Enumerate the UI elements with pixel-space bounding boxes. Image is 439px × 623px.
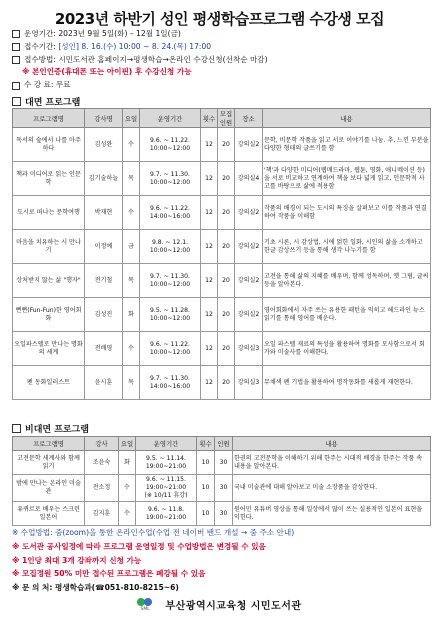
notes-block xyxy=(12,526,432,595)
table-cell: 밤에 만나는 온라인 미술관 xyxy=(13,475,85,502)
table-row xyxy=(13,162,431,196)
fee-value: 무료 xyxy=(55,80,71,90)
table-cell: 9.7. ~ 11.30. 14:00~16:00 xyxy=(140,366,201,400)
table-cell: 수 xyxy=(123,332,140,366)
table-cell: 강의실3 xyxy=(235,366,263,400)
table-cell: 12 xyxy=(201,366,218,400)
table-cell: 9.6. ~ 11.15. 19:00~21:00 (※ 10/11 휴강) xyxy=(136,475,197,502)
table-cell: 수 xyxy=(123,196,140,230)
column-header: 횟수 xyxy=(201,109,218,128)
table-cell: 목 xyxy=(123,162,140,196)
table-cell: 20 xyxy=(218,128,235,162)
checkbox-icon xyxy=(12,424,21,433)
table-cell: 9.6. ~ 11.22. 14:00~16:00 xyxy=(140,196,201,230)
table-cell: 금 xyxy=(123,230,140,264)
footer xyxy=(0,597,439,612)
table-cell: 10 xyxy=(197,502,215,526)
checkbox-icon xyxy=(12,82,20,90)
table-cell: 한권의 고전문학을 이해하기 위해 한주는 시대적 배경을 한주는 작품 속 내용을 알아본다. xyxy=(233,451,431,475)
table-cell: 12 xyxy=(201,162,218,196)
table-row xyxy=(13,298,431,332)
section-in-person xyxy=(12,95,80,108)
table-header-row xyxy=(13,109,431,128)
table-cell: 독서의 숲에서 나를 마주하다 xyxy=(13,128,85,162)
table-cell: 강의실2 xyxy=(235,230,263,264)
table-cell: 목 xyxy=(123,264,140,298)
table-cell: 20 xyxy=(218,230,235,264)
table-cell: 김성진 xyxy=(85,298,123,332)
checkbox-icon xyxy=(12,97,21,106)
table-cell: 고전문학 세계사와 함께 읽기 xyxy=(13,451,85,475)
column-header: 프로그램명 xyxy=(13,109,85,128)
table-cell: 12 xyxy=(201,264,218,298)
table-cell: 전소정 xyxy=(85,475,119,502)
table-row xyxy=(13,502,431,526)
info-method xyxy=(12,54,432,67)
table-cell: 윤시훈 xyxy=(85,366,123,400)
table-cell: 30 xyxy=(215,475,233,502)
table-cell: 목 xyxy=(123,366,140,400)
apply-value: [성인] 8. 16.(수) 10:00 ~ 8. 24.(목) 17:00 xyxy=(58,41,212,51)
column-header: 내용 xyxy=(263,109,431,128)
checkbox-icon xyxy=(12,30,20,38)
table-cell: 강의실4 xyxy=(235,162,263,196)
table-cell: 고전을 통해 삶의 지혜를 배우며, 함께 성독하며, 옛 그림, 글씨 등을 알아본다. xyxy=(263,264,431,298)
table-cell: 원어민 유튜버 영상을 통해 일상에서 많이 쓰는 실용적인 일본어 표현을 익힌다. xyxy=(233,502,431,526)
table-cell: 박재현 xyxy=(85,196,123,230)
table-row xyxy=(13,332,431,366)
note-cancellation: ※ 모집정원 50% 미만 접수된 프로그램은 폐강될 수 있음 xyxy=(12,569,206,579)
table-row xyxy=(13,451,431,475)
table-cell: 10 xyxy=(197,475,215,502)
column-header: 장소 xyxy=(235,109,263,128)
table-cell: 도시로 떠나는 문학여행 xyxy=(13,196,85,230)
info-method-note xyxy=(12,66,432,79)
table-cell: 강의실3 xyxy=(235,332,263,366)
table-cell: 20 xyxy=(218,264,235,298)
table-cell: 20 xyxy=(218,298,235,332)
table-cell: 12 xyxy=(201,298,218,332)
table-row xyxy=(13,366,431,400)
table-cell: 수 xyxy=(123,128,140,162)
fee-label: 수 강 료: xyxy=(24,80,54,90)
table-cell: 강의실2 xyxy=(235,196,263,230)
table-cell: 20 xyxy=(218,162,235,196)
column-header: 강사명 xyxy=(85,109,123,128)
table-cell: 9.7. ~ 11.30. 10:00~12:00 xyxy=(140,264,201,298)
table-cell: 20 xyxy=(218,332,235,366)
note-class-method: ※ 수업방법: 줌(zoom)을 통한 온라인수업(수업 전 네이버 밴드 개설 → 줌 주소 안내) xyxy=(12,528,295,537)
note-max-courses: ※ 1인당 최대 3개 강좌까지 신청 가능 xyxy=(12,555,142,565)
checkbox-icon xyxy=(12,56,20,64)
table-cell: 20 xyxy=(218,196,235,230)
table-row xyxy=(13,230,431,264)
table-cell: 12 xyxy=(201,332,218,366)
table-cell: 9.6. ~ 11.22. 10:00~12:00 xyxy=(140,332,201,366)
method-label: 접수방법: xyxy=(24,54,56,64)
column-header: 운영기간 xyxy=(140,109,201,128)
table-cell: 김성완 xyxy=(85,128,123,162)
table-cell: 국내 미술관에 대해 알아보고 미술 소장품을 감상한다. xyxy=(233,475,431,502)
column-header: 인원 xyxy=(215,437,233,451)
table-cell: 마음을 치유하는 시 만나기 xyxy=(13,230,85,264)
table-cell: 20 xyxy=(218,366,235,400)
table-cell: 수 xyxy=(119,475,136,502)
table-cell: 이정예 xyxy=(85,230,123,264)
table-cell: 30 xyxy=(215,502,233,526)
table-cell: 전기철 xyxy=(85,264,123,298)
table-cell: '책'과 다양한 미디어(웹매드라마, 웹툰, 영화, 애니메이션 등)을 서로 비교하고 연계하여 책을 보다 넓게 읽고, 인문학적 사고를 바탕으로 삶에 적용함 xyxy=(263,162,431,196)
table-cell: 30 xyxy=(215,451,233,475)
table-cell: 12 xyxy=(201,196,218,230)
table-cell: 강의실2 xyxy=(235,298,263,332)
column-header: 내용 xyxy=(233,437,431,451)
info-fee xyxy=(12,79,432,92)
column-header: 모집인원 xyxy=(218,109,235,128)
table-row xyxy=(13,475,431,502)
column-header: 요일 xyxy=(119,437,136,451)
table-cell: 책과 미디어로 읽는 인문학 xyxy=(13,162,85,196)
column-header: 강사 xyxy=(85,437,119,451)
table-cell: 9.6. ~ 11.22. 10:00~12:00 xyxy=(140,128,201,162)
info-block xyxy=(12,28,432,92)
page-title: 2023년 하반기 성인 평생학습프로그램 수강생 모집 xyxy=(54,10,385,28)
table-cell: 강의실2 xyxy=(235,128,263,162)
section-title: 대면 프로그램 xyxy=(25,98,81,108)
method-value: 시민도서관 홈페이지→평생학습→온라인 수강신청(선착순 마감) xyxy=(58,54,268,64)
table-cell: 9.5. ~ 11.28. 10:00~12:00 xyxy=(140,298,201,332)
table-cell: 오일 파스텔 재료의 특성을 활용하여 명화를 모사함으로서 회가와 미술사를 이해한다. xyxy=(263,332,431,366)
table-cell: 전배영 xyxy=(85,332,123,366)
online-table xyxy=(12,436,431,526)
table-cell: 12 xyxy=(201,230,218,264)
table-row xyxy=(13,128,431,162)
info-apply xyxy=(12,41,432,54)
section-title: 비대면 프로그램 xyxy=(25,425,89,435)
table-cell: 화 xyxy=(119,451,136,475)
table-cell: 작품의 배경이 되는 도시의 특징을 살펴보고 이를 작품과 연결하여 작품을 이해함 xyxy=(263,196,431,230)
column-header: 횟수 xyxy=(197,437,215,451)
table-cell: 오일파스텔로 만나는 명화의 세계 xyxy=(13,332,85,366)
table-cell: 문학, 비문학 작품을 읽고 서로 이야기를 나눔. 추, 느낀 부분을 다양한 형태의 글쓰기를 함 xyxy=(263,128,431,162)
table-cell: 영어회화에서 자주 쓰는 유용한 패턴을 익히고 헤드라인 뉴스읽기를 통해 영어를 배운다. xyxy=(263,298,431,332)
table-row xyxy=(13,264,431,298)
table-header-row xyxy=(13,437,431,451)
table-cell: 화 xyxy=(123,298,140,332)
table-cell: 9.7. ~ 11.30. 10:00~12:00 xyxy=(140,162,201,196)
table-cell: 무채색 펜 기법을 활용하여 명작동화를 새롭게 재현한다. xyxy=(263,366,431,400)
period-label: 운영기간: xyxy=(24,29,56,38)
table-cell: 뻔뻔(Fun-Fun)한 영어회화 xyxy=(13,298,85,332)
table-cell: 펜 동화일러스트 xyxy=(13,366,85,400)
table-cell: 기초 시론, 시 감상법, 시에 얽힌 일화, 시인의 삶을 소개하고 한글 감상쓰기 등을 통해 생각 나누기를 함 xyxy=(263,230,431,264)
column-header: 프로그램명 xyxy=(13,437,85,451)
apply-label: 접수기간: xyxy=(24,41,56,51)
org-name: 부산광역시교육청 시민도서관 xyxy=(165,601,302,612)
table-cell: 김기술하늘 xyxy=(85,162,123,196)
checkbox-icon xyxy=(12,43,20,51)
table-cell: 조윤숙 xyxy=(85,451,119,475)
table-cell: 유퀴르로 배우는 스크린 일본어 xyxy=(13,502,85,526)
table-cell: 12 xyxy=(201,128,218,162)
table-cell: 10 xyxy=(197,451,215,475)
table-cell: 9.8. ~ 12.1. 10:00~12:00 xyxy=(140,230,201,264)
table-cell: 수 xyxy=(119,502,136,526)
note-contact: ※ 문 의 처: 평생학습과(☎051-810-8215~6) xyxy=(12,583,179,593)
info-period xyxy=(12,28,432,41)
table-cell: 9.5. ~ 11.14. 19:00~21:00 xyxy=(136,451,197,475)
table-cell: 김지훈 xyxy=(85,502,119,526)
table-cell: 상처받지 않는 삶 "행자" xyxy=(13,264,85,298)
in-person-table xyxy=(12,108,431,400)
column-header: 요일 xyxy=(123,109,140,128)
column-header: 운영기간 xyxy=(136,437,197,451)
note-schedule-change: ※ 도서관 공사일정에 따라 프로그램 운영일정 및 수업방법은 변경될 수 있음 xyxy=(12,541,266,551)
table-cell: 9.6. ~ 11.8. 19:00~21:00 xyxy=(136,502,197,526)
table-row xyxy=(13,196,431,230)
method-note: ※ 본인인증(휴대폰 또는 아이핀) 후 수강신청 가능 xyxy=(22,67,192,77)
period-value: 2023년 9월 5일(화) – 12월 1일(금) xyxy=(58,29,181,38)
section-online xyxy=(12,422,89,435)
table-cell: 강의실2 xyxy=(235,264,263,298)
library-logo-icon: SML xyxy=(137,598,157,612)
